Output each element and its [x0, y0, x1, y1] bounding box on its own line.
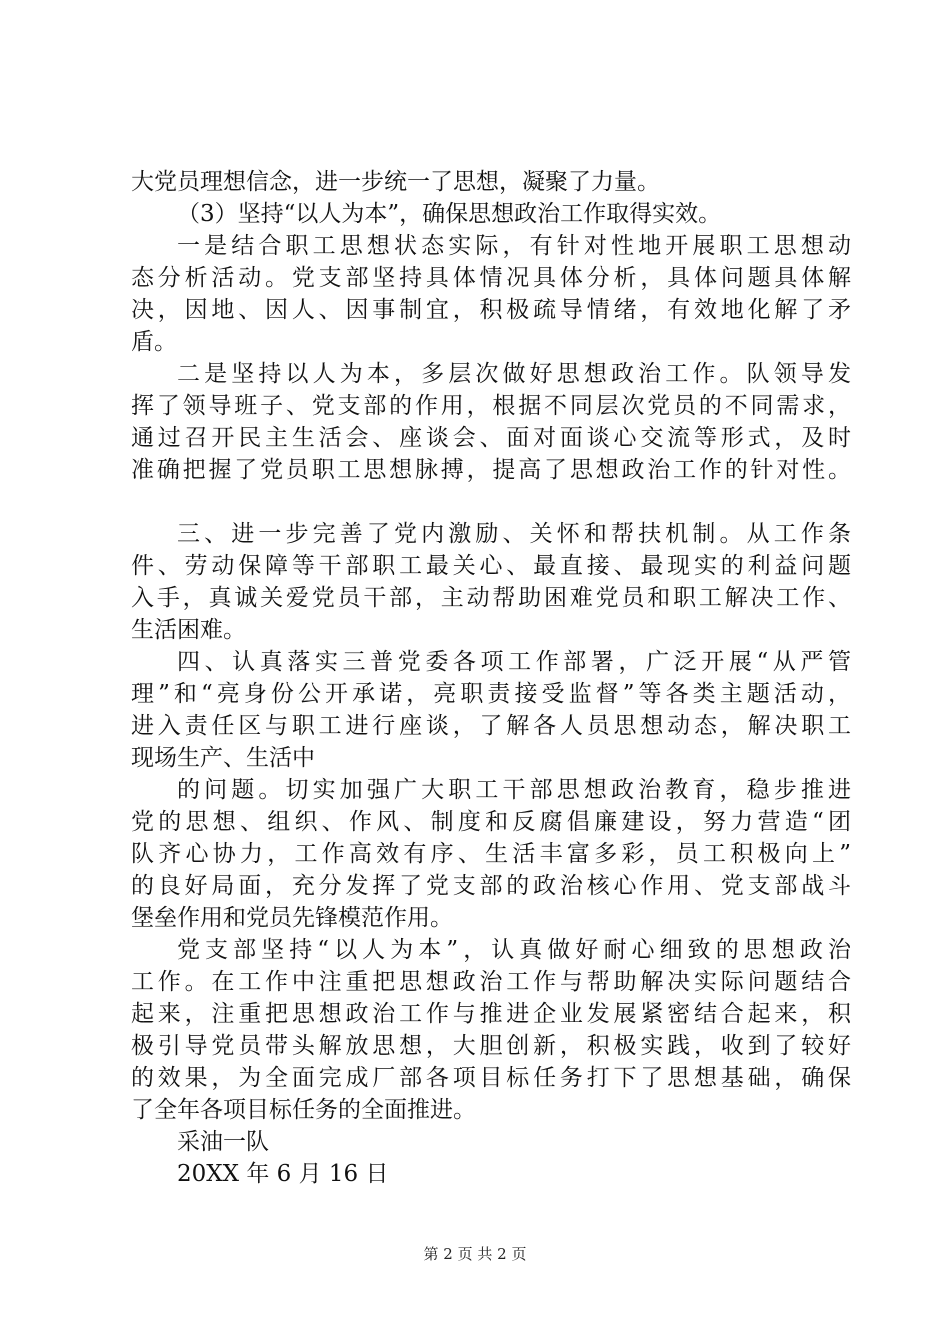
- text-line: 的问题。切实加强广大职工干部思想政治教育，稳步推进: [177, 777, 851, 803]
- text-line: 四、认真落实三普党委各项工作部署，广泛开展“从严管: [177, 649, 851, 675]
- text-line: 盾。: [131, 329, 177, 355]
- text-line: 理”和“亮身份公开承诺，亮职责接受监督”等各类主题活动，: [131, 681, 851, 707]
- paragraph-gap: [131, 486, 851, 518]
- text-line: 极引导党员带头解放思想，大胆创新，积极实践，收到了较好: [131, 1033, 851, 1059]
- text-line: 挥了领导班子、党支部的作用，根据不同层次党员的不同需求，: [131, 393, 851, 419]
- text-line: 党支部坚持“以人为本”，认真做好耐心细致的思想政治: [177, 937, 851, 963]
- text-line: 件、劳动保障等干部职工最关心、最直接、最现实的利益问题: [131, 553, 851, 579]
- section-heading: （3）坚持“以人为本”，确保思想政治工作取得实效。: [177, 201, 722, 227]
- text-line: 大党员理想信念，进一步统一了思想，凝聚了力量。: [131, 169, 660, 195]
- text-line: 通过召开民主生活会、座谈会、面对面谈心交流等形式，及时: [131, 425, 851, 451]
- text-line: 工作。在工作中注重把思想政治工作与帮助解决实际问题结合: [131, 969, 851, 995]
- text-line: 的效果，为全面完成厂部各项目标任务打下了思想基础，确保: [131, 1065, 851, 1091]
- text-line: 队齐心协力，工作高效有序、生活丰富多彩，员工积极向上”: [131, 841, 851, 867]
- signature-date: 20XX 年 6 月 16 日: [177, 1161, 389, 1187]
- page-number-footer: 第 2 页 共 2 页: [423, 1245, 527, 1263]
- text-line: 决，因地、因人、因事制宜，积极疏导情绪，有效地化解了矛: [131, 297, 851, 323]
- text-line: 堡垒作用和党员先锋模范作用。: [131, 905, 453, 931]
- text-line: 进入责任区与职工进行座谈，了解各人员思想动态，解决职工: [131, 713, 851, 739]
- text-line: 生活困难。: [131, 617, 246, 643]
- text-line: 一是结合职工思想状态实际，有针对性地开展职工思想动: [177, 233, 851, 259]
- text-line: 现场生产、生活中: [131, 745, 315, 771]
- text-line: 的良好局面，充分发挥了党支部的政治核心作用、党支部战斗: [131, 873, 851, 899]
- text-line: 起来，注重把思想政治工作与推进企业发展紧密结合起来，积: [131, 1001, 851, 1027]
- text-line: 了全年各项目标任务的全面推进。: [131, 1097, 476, 1123]
- text-line: 态分析活动。党支部坚持具体情况具体分析，具体问题具体解: [131, 265, 851, 291]
- text-line: 三、进一步完善了党内激励、关怀和帮扶机制。从工作条: [177, 521, 851, 547]
- text-line: 二是坚持以人为本，多层次做好思想政治工作。队领导发: [177, 361, 851, 387]
- document-body: [131, 166, 851, 1190]
- text-line: 党的思想、组织、作风、制度和反腐倡廉建设，努力营造“团: [131, 809, 851, 835]
- signature-org: 采油一队: [177, 1129, 269, 1155]
- text-line: 准确把握了党员职工思想脉搏，提高了思想政治工作的针对性。: [131, 457, 851, 483]
- text-line: 入手，真诚关爱党员干部，主动帮助困难党员和职工解决工作、: [131, 585, 851, 611]
